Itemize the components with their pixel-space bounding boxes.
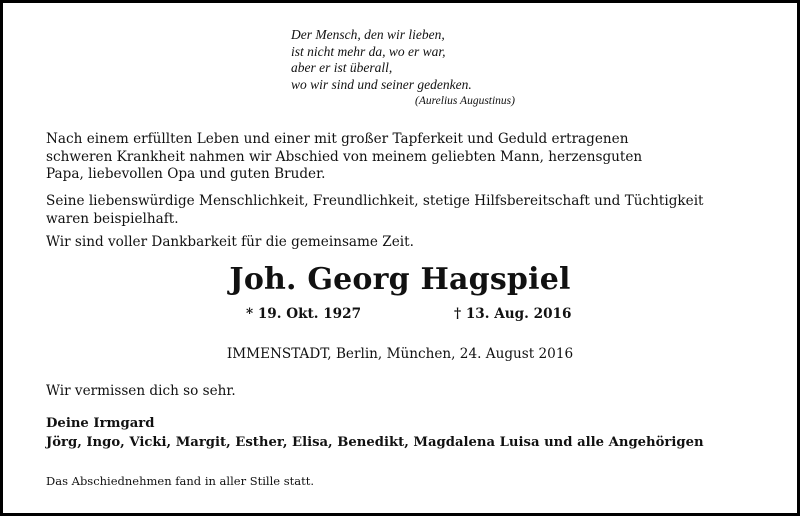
signatory-primary: Deine Irmgard xyxy=(46,416,155,431)
deceased-name: Joh. Georg Hagspiel xyxy=(229,262,571,297)
poem-line: Der Mensch, den wir lieben, xyxy=(291,27,445,42)
poem-attribution: (Aurelius Augustinus) xyxy=(415,95,515,107)
signatory-family: Jörg, Ingo, Vicki, Margit, Esther, Elisa, Benedikt, Magdalena Luisa und alle Angehörigen xyxy=(46,435,704,450)
funeral-footnote: Das Abschiednehmen fand in aller Stille statt. xyxy=(46,474,315,488)
birth-date: * 19. Okt. 1927 xyxy=(246,306,362,322)
poem-line: wo wir sind und seiner gedenken. xyxy=(291,76,472,92)
memorial-poem xyxy=(291,27,531,109)
gratitude-paragraph: Wir sind voller Dankbarkeit für die gemeinsame Zeit. xyxy=(46,234,414,250)
announcement-paragraph: Nach einem erfüllten Leben und einer mit großer Tapferkeit und Geduld ertragenen schweren Krankheit nahmen wir Abschied von meinem geliebten Mann, herzensguten Papa, liebevollen Opa und guten Bruder. xyxy=(46,131,643,182)
poem-line: aber er ist überall, xyxy=(291,60,393,75)
tribute-paragraph: Seine liebenswürdige Menschlichkeit, Freundlichkeit, stetige Hilfsbereitschaft und Tüchtigkeit waren beispielhaft. xyxy=(46,193,704,227)
death-date: † 13. Aug. 2016 xyxy=(454,306,572,322)
place-and-date: IMMENSTADT, Berlin, München, 24. August 2016 xyxy=(226,346,574,362)
poem-line: ist nicht mehr da, wo er war, xyxy=(291,43,446,59)
closing-line: Wir vermissen dich so sehr. xyxy=(46,383,236,399)
